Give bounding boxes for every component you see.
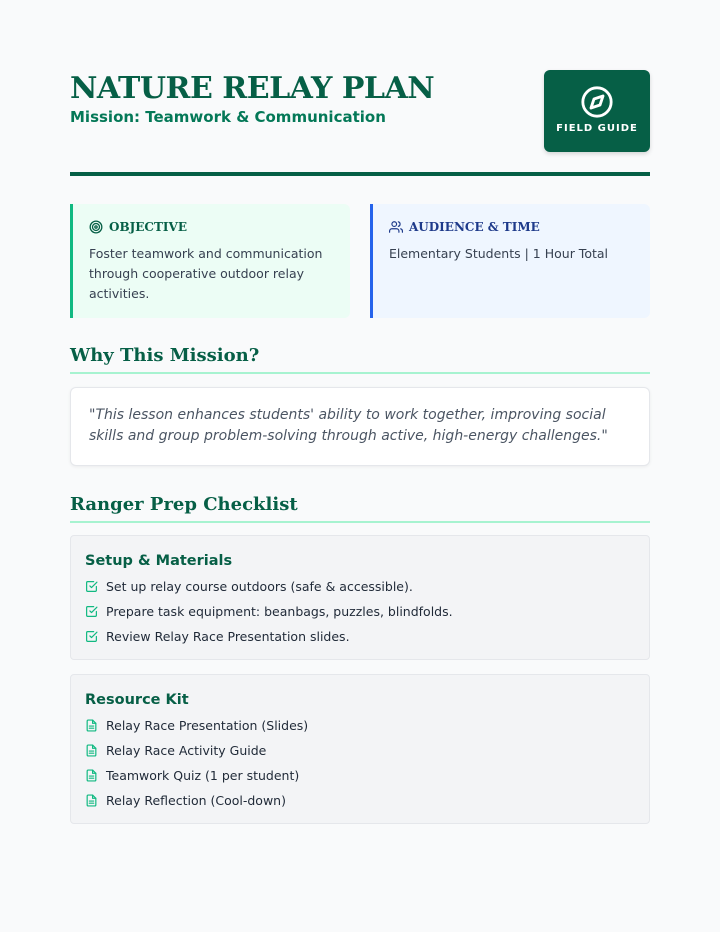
resource-item-label: Relay Reflection (Cool-down) (106, 793, 286, 808)
objective-heading (89, 218, 334, 236)
resource-item-label: Relay Race Presentation (Slides) (106, 718, 309, 733)
file-text-icon (85, 744, 98, 757)
setup-item-label: Set up relay course outdoors (safe & accessible). (106, 579, 413, 594)
mission-quote-box (70, 387, 650, 466)
list-item (85, 788, 635, 813)
info-cards (70, 204, 650, 318)
field-guide-badge (544, 70, 650, 152)
list-item (85, 713, 635, 738)
mission-quote: "This lesson enhances students' ability to work together, improving social skills and group problem-solving through active, high-energy challenges." (89, 407, 608, 444)
page-title: NATURE RELAY PLAN (70, 71, 435, 106)
list-item (85, 738, 635, 763)
list-item (85, 624, 635, 649)
setup-item-label: Review Relay Race Presentation slides. (106, 629, 350, 644)
lesson-plan (70, 70, 650, 808)
setup-item-label: Prepare task equipment: beanbags, puzzles, blindfolds. (106, 604, 453, 619)
checklist-heading: Ranger Prep Checklist (70, 491, 650, 523)
audience-heading-text: AUDIENCE & TIME (409, 220, 540, 234)
resource-item-label: Relay Race Activity Guide (106, 743, 267, 758)
header-divider (70, 172, 650, 176)
objective-card (70, 204, 350, 318)
check-square-icon (85, 605, 98, 618)
audience-heading (389, 218, 634, 236)
objective-text: Foster teamwork and communication through cooperative outdoor relay activities. (89, 246, 323, 301)
setup-panel (70, 535, 650, 660)
file-text-icon (85, 719, 98, 732)
objective-heading-text: OBJECTIVE (109, 220, 187, 234)
page-subtitle: Mission: Teamwork & Communication (70, 108, 386, 126)
list-item (85, 574, 635, 599)
resource-title: Resource Kit (85, 692, 189, 708)
setup-title: Setup & Materials (85, 553, 233, 569)
header (70, 70, 650, 176)
check-square-icon (85, 580, 98, 593)
users-icon (389, 220, 403, 234)
compass-icon (580, 85, 614, 119)
check-square-icon (85, 630, 98, 643)
file-text-icon (85, 769, 98, 782)
why-heading: Why This Mission? (70, 342, 650, 374)
audience-text: Elementary Students | 1 Hour Total (389, 246, 609, 261)
target-icon (89, 220, 103, 234)
badge-label: FIELD GUIDE (556, 123, 638, 134)
resource-panel (70, 674, 650, 824)
resource-item-label: Teamwork Quiz (1 per student) (106, 768, 300, 783)
list-item (85, 763, 635, 788)
audience-card (370, 204, 650, 318)
list-item (85, 599, 635, 624)
file-text-icon (85, 794, 98, 807)
